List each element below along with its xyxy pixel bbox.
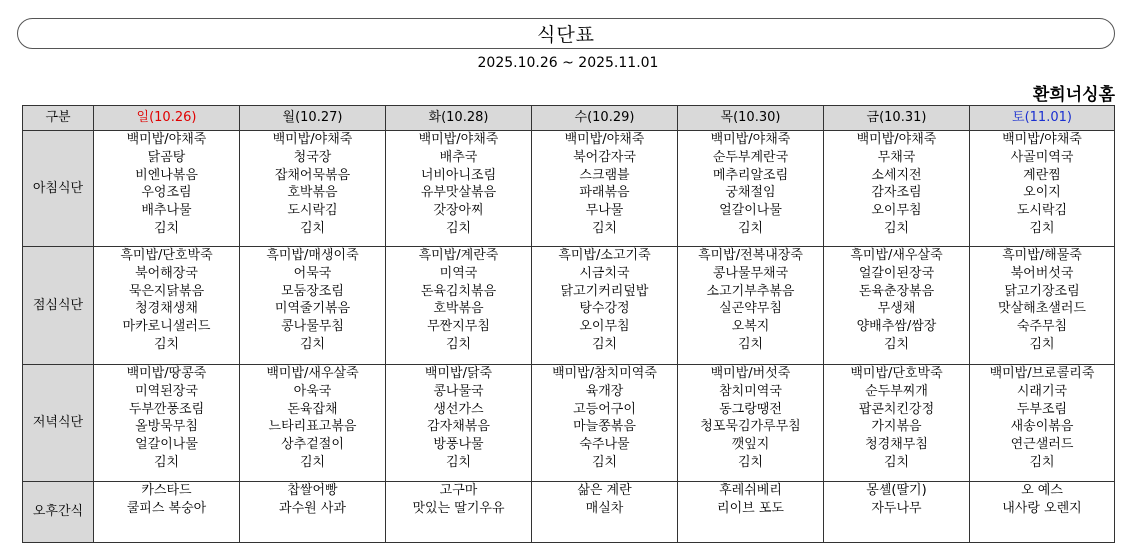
menu-item: 돈육잡채 (287, 401, 338, 417)
menu-item: 소세지전 (871, 167, 922, 183)
menu-item: 파래볶음 (579, 185, 630, 201)
menu-item: 흑미밥/전복내장죽 (698, 248, 803, 263)
menu-item: 오 예스 (1021, 483, 1063, 498)
breakfast-row (23, 131, 1115, 247)
menu-item: 북어감자국 (573, 149, 636, 165)
menu-item: 양배추쌈/쌈장 (856, 319, 937, 335)
menu-item: 메추리알조림 (712, 167, 789, 183)
menu-item: 유부맛살볶음 (420, 185, 497, 201)
menu-item: 흑미밥/단호박죽 (120, 248, 213, 263)
menu-item: 돈육김치볶음 (420, 283, 497, 299)
menu-item: 모둠장조림 (281, 283, 344, 299)
menu-item: 육개장 (585, 383, 624, 399)
menu-cell (824, 365, 970, 482)
menu-item: 방풍나물 (433, 437, 484, 453)
menu-item: 마늘쫑볶음 (573, 419, 636, 435)
menu-cell (386, 131, 532, 247)
menu-item: 우엉조림 (141, 185, 192, 201)
menu-item: 김치 (737, 454, 764, 470)
menu-cell (94, 131, 240, 247)
menu-item: 마카로니샐러드 (122, 319, 211, 335)
menu-item: 백미밥/참치미역죽 (552, 366, 657, 381)
menu-item: 김치 (591, 454, 618, 470)
menu-item: 무채국 (877, 149, 916, 165)
menu-item: 흑미밥/매생이죽 (266, 248, 359, 263)
menu-cell (970, 482, 1115, 543)
menu-item: 김치 (737, 220, 764, 236)
menu-item: 닭고기커리덮밥 (560, 283, 649, 299)
menu-cell (532, 247, 678, 365)
menu-item: 김치 (299, 220, 326, 236)
menu-cell (970, 131, 1115, 247)
menu-item: 김치 (153, 454, 180, 470)
menu-cell (94, 365, 240, 482)
menu-item: 새송이볶음 (1010, 419, 1074, 435)
menu-item: 묵은지닭볶음 (128, 283, 205, 299)
day-header-tue: 화(10.28) (386, 106, 532, 131)
menu-item: 김치 (445, 454, 472, 470)
menu-item: 돈육춘장볶음 (858, 283, 935, 299)
meal-label: 오후간식 (23, 482, 94, 543)
menu-cell (970, 247, 1115, 365)
menu-item: 소고기부추볶음 (706, 283, 795, 299)
menu-item: 숙주무침 (1016, 319, 1068, 335)
menu-item: 감자채볶음 (427, 419, 490, 435)
menu-item: 미역국 (439, 265, 478, 281)
menu-item: 스크램블 (579, 167, 630, 183)
menu-item: 김치 (299, 454, 326, 470)
menu-item: 배추나물 (141, 203, 192, 219)
menu-item: 김치 (883, 220, 910, 236)
day-header-fri: 금(10.31) (824, 106, 970, 131)
menu-item: 갓장아찌 (433, 203, 484, 219)
menu-item: 참치미역국 (719, 383, 782, 399)
menu-item: 김치 (1029, 220, 1055, 236)
menu-item: 감자조림 (871, 185, 922, 201)
menu-item: 무나물 (585, 203, 624, 219)
menu-item: 순두부찌개 (865, 383, 928, 399)
menu-cell (532, 131, 678, 247)
menu-item: 미역줄기볶음 (274, 301, 351, 317)
menu-item: 느타리표고볶음 (268, 419, 357, 435)
menu-item: 북어버섯국 (1010, 265, 1074, 281)
menu-item: 무짠지무침 (427, 319, 490, 335)
menu-cell (94, 247, 240, 365)
menu-item: 맛살해초샐러드 (998, 301, 1086, 317)
menu-item: 어묵국 (293, 265, 332, 281)
menu-cell (970, 365, 1115, 482)
menu-item: 실곤약무침 (719, 301, 782, 317)
menu-item: 아욱국 (293, 383, 332, 399)
menu-item: 김치 (1029, 454, 1055, 470)
menu-item: 콩나물무침 (281, 319, 344, 335)
lunch-row (23, 247, 1115, 365)
menu-item: 김치 (445, 336, 472, 352)
menu-item: 가지볶음 (871, 419, 922, 435)
menu-cell (678, 247, 824, 365)
menu-item: 백미밥/야채죽 (1002, 132, 1082, 147)
menu-item: 내사랑 오렌지 (1002, 500, 1082, 516)
menu-item: 흑미밥/계란죽 (418, 248, 499, 263)
menu-item: 상추겉절이 (281, 437, 344, 453)
menu-item: 깻잎지 (731, 437, 770, 453)
menu-item: 김치 (1029, 336, 1055, 352)
menu-cell (240, 365, 386, 482)
menu-item: 청경채생채 (135, 301, 198, 317)
meal-label: 점심식단 (23, 247, 94, 365)
menu-item: 콩나물무채국 (712, 265, 789, 281)
snack-row (23, 482, 1115, 543)
menu-cell (678, 365, 824, 482)
menu-item: 두부깐풍조림 (128, 401, 205, 417)
menu-item: 김치 (299, 336, 326, 352)
page-title: 식단표 (536, 24, 596, 46)
menu-item: 김치 (883, 454, 910, 470)
day-header-mon: 월(10.27) (240, 106, 386, 131)
menu-item: 미역된장국 (135, 383, 198, 399)
menu-item: 김치 (737, 336, 764, 352)
menu-item: 궁채절임 (725, 185, 776, 201)
menu-cell (678, 482, 824, 543)
menu-item: 백미밥/야채죽 (126, 132, 207, 147)
menu-item: 얼갈이된장국 (858, 265, 935, 281)
menu-cell (386, 365, 532, 482)
date-range: 2025.10.26 ~ 2025.11.01 (477, 55, 659, 71)
menu-cell (240, 482, 386, 543)
menu-item: 얼갈이나물 (719, 203, 782, 219)
menu-item: 콩나물국 (433, 383, 484, 399)
menu-item: 리이브 포도 (717, 500, 784, 516)
menu-item: 시금치국 (579, 265, 630, 281)
menu-item: 연근샐러드 (1010, 437, 1074, 453)
menu-item: 흑미밥/해물죽 (1002, 248, 1082, 263)
menu-item: 시래기국 (1016, 383, 1068, 399)
menu-item: 백미밥/야채죽 (564, 132, 645, 147)
menu-item: 고등어구이 (573, 401, 636, 417)
menu-cell (386, 482, 532, 543)
menu-item: 몽셸(딸기) (866, 483, 927, 498)
menu-cell (94, 482, 240, 543)
meal-label: 저녁식단 (23, 365, 94, 482)
menu-item: 오이무침 (579, 319, 630, 335)
menu-item: 김치 (445, 220, 472, 236)
menu-item: 김치 (883, 336, 910, 352)
menu-item: 김치 (153, 336, 180, 352)
menu-item: 숙주나물 (579, 437, 630, 453)
menu-item: 백미밥/브로콜리죽 (989, 366, 1095, 381)
menu-item: 흑미밥/새우살죽 (850, 248, 943, 263)
day-header-sat: 토(11.01) (970, 106, 1115, 131)
menu-cell (678, 131, 824, 247)
menu-item: 도시락김 (287, 203, 338, 219)
menu-item: 오복지 (731, 319, 770, 335)
menu-item: 고구마 (439, 483, 478, 498)
menu-item: 올방묵무침 (135, 419, 198, 435)
menu-item: 도시락김 (1016, 203, 1068, 219)
menu-item: 백미밥/닭죽 (424, 366, 493, 381)
menu-item: 김치 (591, 336, 618, 352)
menu-item: 너비아니조림 (420, 167, 497, 183)
menu-item: 청국장 (293, 149, 332, 165)
menu-item: 백미밥/버섯죽 (710, 366, 791, 381)
menu-item: 호박볶음 (287, 185, 338, 201)
menu-item: 북어해장국 (135, 265, 198, 281)
menu-item: 백미밥/야채죽 (272, 132, 353, 147)
menu-item: 팝콘치킨강정 (858, 401, 935, 417)
menu-item: 얼갈이나물 (135, 437, 198, 453)
menu-item: 닭고기장조림 (1004, 283, 1080, 299)
menu-item: 청경채무침 (865, 437, 928, 453)
menu-item: 순두부계란국 (712, 149, 789, 165)
menu-item: 백미밥/야채죽 (856, 132, 937, 147)
menu-cell (532, 365, 678, 482)
menu-item: 탕수강정 (579, 301, 630, 317)
menu-cell (824, 247, 970, 365)
menu-item: 자두나무 (871, 500, 922, 516)
menu-item: 무생채 (877, 301, 916, 317)
menu-item: 카스타드 (141, 483, 192, 498)
menu-item: 닭곰탕 (147, 149, 186, 165)
menu-item: 김치 (153, 220, 180, 236)
menu-item: 백미밥/새우살죽 (266, 366, 359, 381)
menu-item: 삶은 계란 (577, 483, 632, 498)
menu-item: 사골미역국 (1010, 149, 1074, 165)
meal-label: 아침식단 (23, 131, 94, 247)
menu-item: 백미밥/야채죽 (418, 132, 499, 147)
menu-item: 오이지 (1023, 185, 1061, 201)
menu-item: 백미밥/땅콩죽 (126, 366, 207, 381)
day-header-sun: 일(10.26) (94, 106, 240, 131)
menu-item: 맛있는 딸기우유 (412, 500, 505, 516)
menu-item: 생선가스 (433, 401, 484, 417)
menu-cell (824, 482, 970, 543)
menu-item: 찹쌀어빵 (287, 483, 338, 498)
menu-item: 후레쉬베리 (719, 483, 782, 498)
menu-title-box (17, 18, 1115, 49)
menu-item: 흑미밥/소고기죽 (558, 248, 651, 263)
menu-item: 과수원 사과 (279, 500, 346, 516)
menu-cell (824, 131, 970, 247)
menu-item: 오이무침 (871, 203, 922, 219)
menu-item: 백미밥/단호박죽 (850, 366, 943, 381)
menu-item: 쿨피스 복숭아 (126, 500, 207, 516)
menu-item: 호박볶음 (433, 301, 484, 317)
menu-item: 비엔나볶음 (135, 167, 198, 183)
organization-name: 환희너싱홈 (1032, 85, 1115, 105)
menu-cell (532, 482, 678, 543)
menu-item: 두부조림 (1016, 401, 1068, 417)
day-header-thu: 목(10.30) (678, 106, 824, 131)
dinner-row (23, 365, 1115, 482)
menu-item: 청포묵김가루무침 (700, 419, 801, 435)
header-row (23, 106, 1115, 131)
weekly-menu-table (22, 105, 1115, 543)
category-header: 구분 (23, 106, 94, 131)
day-header-wed: 수(10.29) (532, 106, 678, 131)
menu-item: 매실차 (585, 500, 624, 516)
menu-item: 계란찜 (1023, 167, 1061, 183)
menu-cell (386, 247, 532, 365)
menu-item: 김치 (591, 220, 618, 236)
menu-cell (240, 247, 386, 365)
menu-item: 배추국 (439, 149, 478, 165)
menu-body (23, 131, 1115, 543)
menu-item: 백미밥/야채죽 (710, 132, 791, 147)
menu-item: 동그랑땡전 (719, 401, 782, 417)
menu-item: 잡채어묵볶음 (274, 167, 351, 183)
menu-cell (240, 131, 386, 247)
